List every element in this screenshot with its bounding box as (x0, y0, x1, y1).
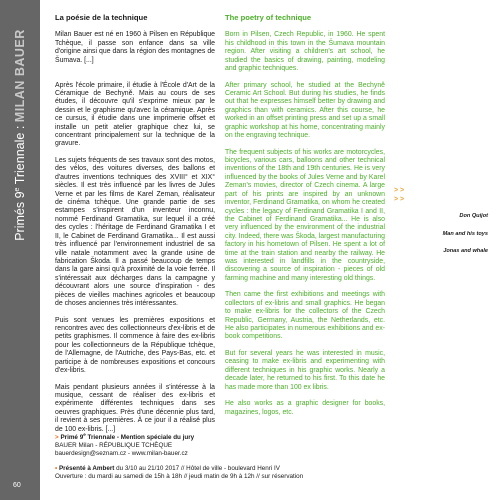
title-sup: e (13, 187, 21, 192)
english-column (225, 14, 385, 425)
exhibition-label: Présenté à Ambert (58, 464, 115, 472)
title-part1: Primés 9 (13, 191, 27, 241)
work-title: Jonas and whale (443, 248, 488, 254)
info-block (55, 431, 435, 481)
award-arrow: > (55, 434, 61, 442)
french-paragraph: Mais pendant plusieurs années il s'intéresse à la musique, cessant de réaliser des ex-libris et expérimente différentes techniques dans ses oeuvres graphiques. Près d'une décennie plus tard, il revient à ses premières. À ce jour il a réalisé plus de 100 ex-libris. [...] (55, 383, 215, 433)
english-paragraph: Then came the first exhibitions and meetings with collectors of ex-libris and small graphics. He began to make ex-libris for the collectors of the Czech Republic, Germany, Austria, the Netherlands, etc. He also participates in numerous exhibitions and ex-book competitions. (225, 291, 385, 341)
english-heading: The poetry of technique (225, 13, 312, 22)
french-paragraph: Après l'école primaire, il étudie à l'École d'Art de la Céramique de Bechyně. Mais au cours de ses études, il découvre qu'il s'exprime mieux par le dessin et le graphisme qu'avec la céramique. Après ce cursus, il étudie dans une imprimerie offset et installe un petit atelier graphique chez lui, se concentrant principalement sur la technique de la gravure. (55, 81, 215, 148)
title-artist: MILAN BAUER (13, 29, 27, 123)
french-heading: La poésie de la technique (55, 13, 148, 22)
french-paragraph: Puis sont venues les premières expositions et rencontres avec des collectionneurs d'ex-libris et de petits graphismes. Il commence à faire des ex-libris pour les collectionneurs de la République tchèque, de l'Allemagne, de l'Autriche, des Pays-Bas, etc. et participe à de nombreuses expositions et concours d'ex-libris. (55, 316, 215, 374)
bullet-icon: • (55, 464, 59, 472)
arrow-markers (394, 186, 404, 204)
work-title: Don Quijot (459, 213, 488, 219)
english-paragraph: After primary school, he studied at the Bechyně Ceramic Art School. But during his studies, he finds out that he expresses himself better by drawing and graphics than with ceramics. After this course, he worked in an offset printing press and set up a small graphic workshop at his home, concentrating mainly on the engraving technique. (225, 81, 385, 140)
vertical-title (0, 0, 40, 500)
english-paragraph: The frequent subjects of his works are motorcycles, bicycles, various cars, balloons and other technical inventions of the 18th and 19th centuries. He is very influenced by the books of Jules Verne and by Karel Zeman's movies, director of Czech cinema. A large part of his prints are inspired by an unknown inventor, Ferdinand Gramatika, on whom he created cycles : the legacy of Ferdinand Gramatika I and II, the Cabinet of Ferdinand Gramatika... He is also very influenced by the environment of the industrial city. Indeed, there was Škoda, largest manufacturing factory in his hometown of Pilsen. He spent a lot of time at the train station and nearby the railway. He was interested in landfills in the countryside, discovering a source of inspiration - pieces of old farming machine and many interesting old things. (225, 148, 385, 282)
artist-line: BAUER Milan - RÉPUBLIQUE TCHÈQUE (55, 442, 173, 449)
double-arrow-icon: > > (394, 196, 405, 203)
page-number: 60 (13, 482, 21, 489)
english-paragraph: Born in Pilsen, Czech Republic, in 1960. He spent his childhood in this town in the Šumava mountain region. After visiting a children's art school, he studied the basics of drawing, painting, modeling and graphic techniques. (225, 31, 385, 73)
award-rest: Triennale - Mention spéciale du jury (85, 434, 195, 442)
award-sup: e (83, 432, 86, 437)
award-main: Primé 9 (60, 434, 84, 442)
exhibition-line (55, 465, 435, 473)
opening-hours-line: Ouverture : du mardi au samedi de 15h à 18h // jeudi matin de 9h à 12h // sur réservation (55, 472, 304, 480)
english-paragraph: He also works as a graphic designer for books, magazines, logos, etc. (225, 400, 385, 416)
double-arrow-icon: > > (394, 187, 405, 194)
award-line (55, 431, 435, 442)
contact-line[interactable]: bauerdesign@seznam.cz - www.milan-bauer.cz (55, 449, 188, 457)
french-paragraph: Milan Bauer est né en 1960 à Pilsen en République Tchèque, il passe son enfance dans sa ville d'origine ainsi que dans la région des montagnes de Šumava. [...] (55, 31, 215, 64)
english-paragraph: But for several years he was interested in music, ceasing to make ex-libris and experimenting with different techniques in his graphic works. Nearly a decade later, he returned to his first. To this date he has made more than 100 ex libris. (225, 349, 385, 391)
french-paragraph: Les sujets fréquents de ses travaux sont des motos, des vélos, des voitures diverses, des ballons et d'autres inventions techniques des XVIII° et XIX° siècles. Il est très influencé par les livres de Jules Verne et par les films de Karel Zeman, réalisateur de cinéma tchèque. Une grande partie de ses estampes s'inspirent d'un inventeur inconnu, nommé Ferdinand Gramatika, sur lequel il a créé des cycles : l'héritage de Ferdinand Gramatika I et II, le Cabinet de Ferdinand Gramatika... Il est aussi très influencé par l'environnement industriel de sa ville natale notamment avec la grande usine de fabrication Škoda. Il a passé beaucoup de temps dans la gare ainsi qu'à proximité de la voie ferrée. Il s'intéressait aux décharges dans la campagne y découvrant alors une source d'inspiration - des pièces de vieilles machines agricoles et beaucoup de choses anciennes très intéressantes. (55, 157, 215, 307)
title-part2: Triennale : (13, 122, 27, 188)
french-column (55, 14, 215, 442)
exhibition-details: du 3/10 au 21/10 2017 // Hôtel de ville - boulevard Henri IV (114, 464, 280, 472)
work-title: Man and his toys (442, 230, 488, 237)
